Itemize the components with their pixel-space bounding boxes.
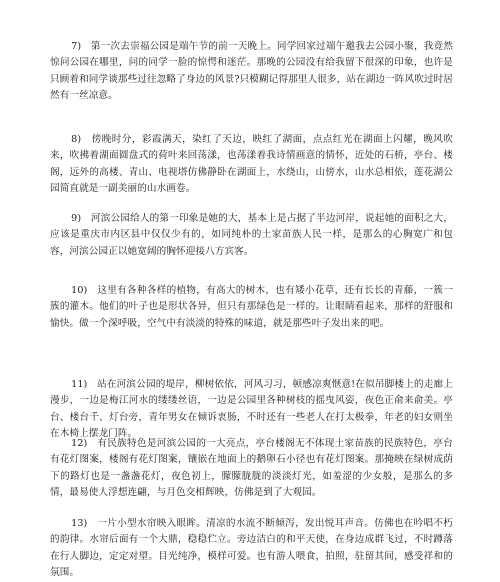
- paragraph-text: 河滨公园给人的第一印象是她的大，基本上是占据了半边河岸，说起她的面积之大，应该是重庆市内区县中仅仅少有的，如同纯朴的土家苗族人民一样，是那么的心胸宽广和包容，河滨公园正以她宽阔的胸怀迎接八方宾客。: [50, 213, 454, 257]
- paragraph-number: 8): [71, 134, 82, 145]
- paragraph-10: [50, 283, 453, 332]
- paragraph-13: [50, 516, 453, 582]
- paragraph-text: 这里有各种各样的植物，有高大的树木，也有矮小花草，还有长长的青藤，一簇一簇的灌木。他们的叶子也是形状各异，但只有那绿色是一样的。让眼睛看起来，那样的舒服和愉快。做一个深呼吸，空气中有淡淡的特殊的味道，就是那些叶子发出来的吧。: [50, 285, 453, 329]
- paragraph-11: [50, 377, 453, 443]
- paragraph-8: [50, 132, 453, 198]
- paragraph-7: [50, 39, 453, 105]
- paragraph-text: 第一次去崇福公园是端午节的前一天晚上。同学回家过端午邀我去公园小聚，我竟然惊问公园在哪里，问的同学一脸的惊愕和迷茫。那晚的公园没有给我留下很深的印象，也许是只顾着和同学谈那些过往忽略了身边的风景?只模糊记得那里人很多，站在湖边一阵风吹过时居然有一丝凉意。: [50, 41, 454, 102]
- paragraph-text: 有民族特色是河滨公园的一大亮点，亭台楼阁无不体现土家苗族的民族特色，亭台有花灯图案，楼阁有花灯图案，镶嵌在地面上的鹅卵石小径也有花灯图案。那掩映在绿树成荫下的路灯也是一盏盏花灯，夜色初上，朦朦胧胧的淡淡灯光，如羞涩的少女般，是那么的多情，最易使人浮想连翩，与月色交相辉映，仿佛是到了大观园。: [50, 438, 453, 499]
- paragraph-number: 12): [71, 438, 88, 449]
- paragraph-12: [50, 436, 453, 502]
- paragraph-number: 10): [71, 285, 88, 296]
- paragraph-number: 11): [71, 379, 88, 390]
- paragraph-number: 9): [71, 213, 82, 224]
- paragraph-text: 站在河滨公园的堤岸，柳树依依，河风习习，顿感凉爽惬意!在似吊脚楼上的走廊上漫步，一边是梅江河水的缕缕丝语，一边是公园里各种树枝的摇曳风姿，夜色正俞来俞美。亭台、楼台千、灯台旁，青年男女在倾诉衷肠，不时还有一些老人在打太极拳，年老的妇女则坐在木椅上摆龙门阵。: [50, 379, 453, 440]
- paragraph-text: 一片小型水帘映入眼眸。清凉的水流不断倾泻，发出悦耳声音。仿佛也在吟唱不朽的韵律。水帘后面有一个大鼎，稳稳伫立。旁边洁白的和平天使，在身边成群飞过，不时蹲落在行人脚边，定定对望。目光纯净，模样可爱。也有游人喂食，拍照，驻留其间，感受祥和的氛围。: [50, 518, 453, 579]
- paragraph-number: 13): [71, 518, 88, 529]
- paragraph-text: 傍晚时分，彩霞满天，染红了天边，映红了湖面，点点红光在湖面上闪耀，晚风吹来，吹拂着湖面圆盘式的荷叶来回荡漾，也荡漾着我诗情画意的情怀，近处的石桥，亭台、楼阁，远外的高楼、青山、电视塔仿佛静卧在湖面上，水绕山，山傍水，山水总相依，莲花湖公园简直就是一副美丽的山水画卷。: [50, 134, 453, 195]
- paragraph-9: [50, 211, 453, 260]
- paragraph-number: 7): [71, 41, 82, 52]
